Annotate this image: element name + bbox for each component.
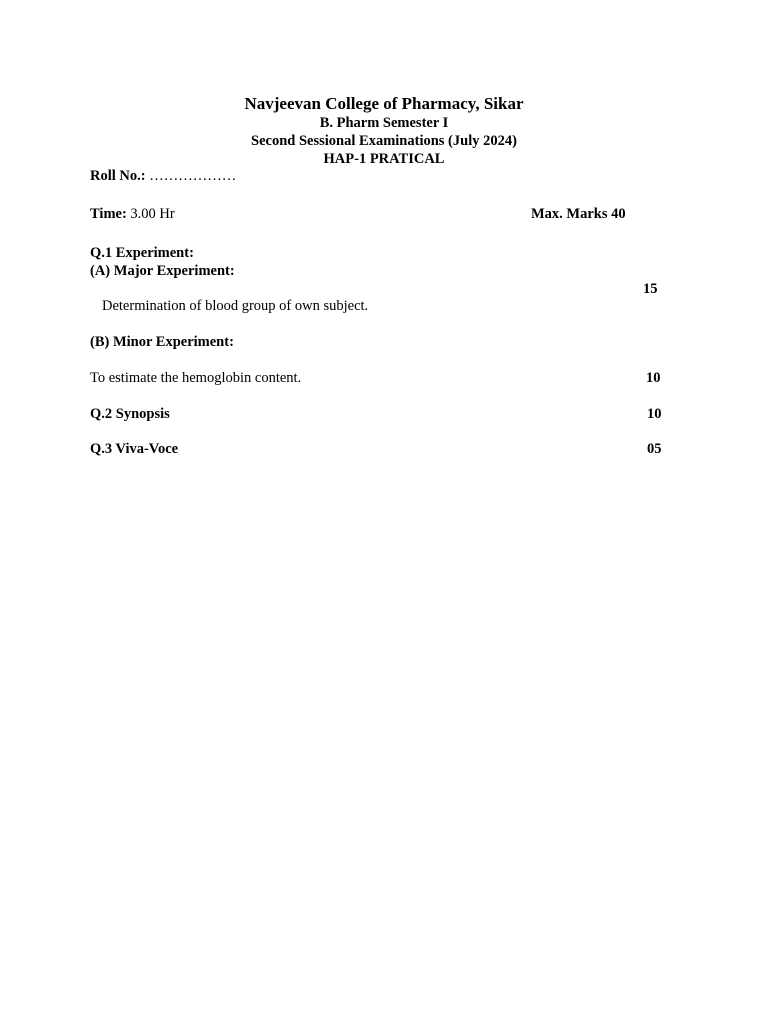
q2-marks: 10 <box>647 406 662 422</box>
subject-name: HAP-1 PRATICAL <box>323 151 445 167</box>
roll-number-label: Roll No.: <box>90 168 146 184</box>
time-label: Time: <box>90 206 127 222</box>
program-name: B. Pharm Semester I <box>319 115 449 131</box>
q1-major-marks: 15 <box>643 281 658 297</box>
q1-heading: Q.1 Experiment: <box>90 245 194 261</box>
q1-major-heading: (A) Major Experiment: <box>90 263 235 279</box>
q2-heading: Q.2 Synopsis <box>90 406 170 422</box>
q1-major-text: Determination of blood group of own subject. <box>102 298 369 314</box>
college-name: Navjeevan College of Pharmacy, Sikar <box>244 94 524 113</box>
max-marks: Max. Marks 40 <box>531 206 626 222</box>
q1-minor-heading: (B) Minor Experiment: <box>90 334 234 350</box>
q3-marks: 05 <box>647 441 662 457</box>
q1-minor-marks: 10 <box>646 370 661 386</box>
q3-heading: Q.3 Viva-Voce <box>90 441 179 457</box>
time-value: 3.00 Hr <box>130 206 175 222</box>
exam-name: Second Sessional Examinations (July 2024) <box>251 133 517 149</box>
roll-number-line <box>90 168 236 185</box>
q1-minor-text: To estimate the hemoglobin content. <box>90 370 302 386</box>
roll-number-blank: ……………… <box>149 168 237 184</box>
time-line <box>90 206 175 223</box>
